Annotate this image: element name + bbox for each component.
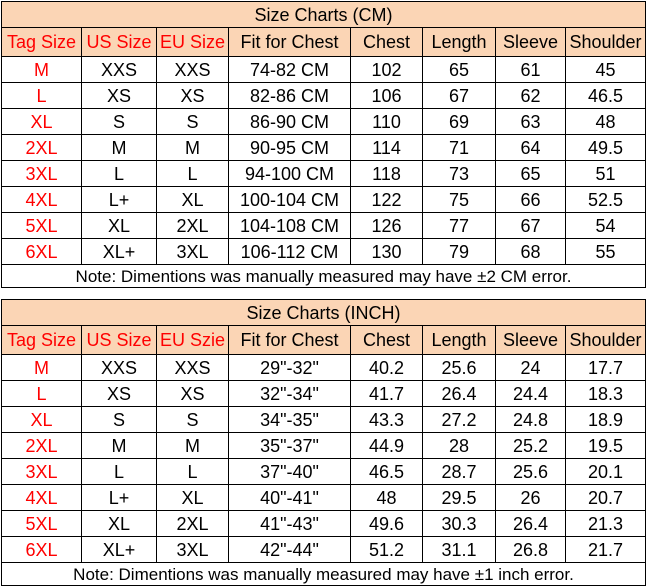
- tag-size-cell: XL: [2, 109, 82, 135]
- fit-for-chest-cell: 42"-44": [229, 537, 351, 563]
- tag-size-cell: 2XL: [2, 135, 82, 161]
- eu-size-cell: 2XL: [157, 511, 229, 537]
- tag-size-cell: 6XL: [2, 537, 82, 563]
- us-size-cell: XS: [82, 83, 157, 109]
- tag-size-cell: 3XL: [2, 459, 82, 485]
- table-row: [2, 187, 646, 213]
- table-row: [2, 511, 646, 537]
- us-size-cell: S: [82, 407, 157, 433]
- shoulder-cell: 21.7: [566, 537, 646, 563]
- table-row: [2, 161, 646, 187]
- us-size-cell: XXS: [82, 57, 157, 83]
- chest-cell: 41.7: [351, 381, 423, 407]
- us-size-cell: S: [82, 109, 157, 135]
- us-size-cell: XL: [82, 213, 157, 239]
- tag-size-cell: L: [2, 381, 82, 407]
- column-header-length: Length: [423, 326, 496, 355]
- shoulder-cell: 55: [566, 239, 646, 265]
- eu-size-cell: M: [157, 433, 229, 459]
- eu-size-cell: L: [157, 459, 229, 485]
- length-cell: 28.7: [423, 459, 496, 485]
- table-row: [2, 239, 646, 265]
- length-cell: 31.1: [423, 537, 496, 563]
- fit-for-chest-cell: 104-108 CM: [229, 213, 351, 239]
- header-row: [2, 28, 646, 57]
- table-body: [2, 57, 646, 265]
- length-cell: 77: [423, 213, 496, 239]
- table-row: [2, 355, 646, 381]
- fit-for-chest-cell: 74-82 CM: [229, 57, 351, 83]
- us-size-cell: XS: [82, 381, 157, 407]
- column-header-eu-size: EU Size: [157, 28, 229, 57]
- fit-for-chest-cell: 35"-37": [229, 433, 351, 459]
- column-header-sleeve: Sleeve: [496, 326, 566, 355]
- us-size-cell: M: [82, 433, 157, 459]
- shoulder-cell: 20.7: [566, 485, 646, 511]
- eu-size-cell: XL: [157, 485, 229, 511]
- shoulder-cell: 51: [566, 161, 646, 187]
- length-cell: 27.2: [423, 407, 496, 433]
- sleeve-cell: 25.2: [496, 433, 566, 459]
- shoulder-cell: 54: [566, 213, 646, 239]
- sleeve-cell: 26.4: [496, 511, 566, 537]
- table-row: [2, 485, 646, 511]
- tag-size-cell: 3XL: [2, 161, 82, 187]
- shoulder-cell: 48: [566, 109, 646, 135]
- us-size-cell: M: [82, 135, 157, 161]
- sleeve-cell: 67: [496, 213, 566, 239]
- length-cell: 75: [423, 187, 496, 213]
- eu-size-cell: XS: [157, 381, 229, 407]
- column-header-tag-size: Tag Size: [2, 326, 82, 355]
- table-body: [2, 355, 646, 563]
- chest-cell: 51.2: [351, 537, 423, 563]
- sleeve-cell: 63: [496, 109, 566, 135]
- table-row: [2, 83, 646, 109]
- table-row: [2, 135, 646, 161]
- chart-title: Size Charts (INCH): [2, 300, 646, 326]
- chart-title: Size Charts (CM): [2, 2, 646, 28]
- fit-for-chest-cell: 34"-35": [229, 407, 351, 433]
- length-cell: 30.3: [423, 511, 496, 537]
- fit-for-chest-cell: 37"-40": [229, 459, 351, 485]
- length-cell: 79: [423, 239, 496, 265]
- eu-size-cell: L: [157, 161, 229, 187]
- chest-cell: 43.3: [351, 407, 423, 433]
- column-header-tag-size: Tag Size: [2, 28, 82, 57]
- table-row: [2, 109, 646, 135]
- eu-size-cell: S: [157, 109, 229, 135]
- length-cell: 28: [423, 433, 496, 459]
- fit-for-chest-cell: 94-100 CM: [229, 161, 351, 187]
- tag-size-cell: XL: [2, 407, 82, 433]
- us-size-cell: L+: [82, 485, 157, 511]
- shoulder-cell: 21.3: [566, 511, 646, 537]
- eu-size-cell: XXS: [157, 355, 229, 381]
- table-row: [2, 407, 646, 433]
- fit-for-chest-cell: 100-104 CM: [229, 187, 351, 213]
- sleeve-cell: 26.8: [496, 537, 566, 563]
- table-row: [2, 433, 646, 459]
- table-row: [2, 381, 646, 407]
- sleeve-cell: 62: [496, 83, 566, 109]
- fit-for-chest-cell: 106-112 CM: [229, 239, 351, 265]
- sleeve-cell: 61: [496, 57, 566, 83]
- chest-cell: 130: [351, 239, 423, 265]
- table-row: [2, 57, 646, 83]
- column-header-fit-for-chest: Fit for Chest: [229, 326, 351, 355]
- chest-cell: 126: [351, 213, 423, 239]
- header-row: [2, 326, 646, 355]
- us-size-cell: XL+: [82, 537, 157, 563]
- fit-for-chest-cell: 82-86 CM: [229, 83, 351, 109]
- tag-size-cell: 4XL: [2, 187, 82, 213]
- table-row: [2, 459, 646, 485]
- sleeve-cell: 68: [496, 239, 566, 265]
- sleeve-cell: 24.4: [496, 381, 566, 407]
- sleeve-cell: 64: [496, 135, 566, 161]
- column-header-eu-size: EU Szie: [157, 326, 229, 355]
- column-header-sleeve: Sleeve: [496, 28, 566, 57]
- tag-size-cell: 5XL: [2, 213, 82, 239]
- fit-for-chest-cell: 29"-32": [229, 355, 351, 381]
- sleeve-cell: 25.6: [496, 459, 566, 485]
- tag-size-cell: L: [2, 83, 82, 109]
- fit-for-chest-cell: 90-95 CM: [229, 135, 351, 161]
- shoulder-cell: 49.5: [566, 135, 646, 161]
- note-text: Note: Dimentions was manually measured may have ±2 CM error.: [2, 265, 646, 288]
- length-cell: 69: [423, 109, 496, 135]
- size-table-inch: [1, 299, 646, 586]
- sleeve-cell: 24: [496, 355, 566, 381]
- fit-for-chest-cell: 41"-43": [229, 511, 351, 537]
- length-cell: 71: [423, 135, 496, 161]
- length-cell: 26.4: [423, 381, 496, 407]
- shoulder-cell: 46.5: [566, 83, 646, 109]
- us-size-cell: XL+: [82, 239, 157, 265]
- column-header-shoulder: Shoulder: [566, 28, 646, 57]
- column-header-length: Length: [423, 28, 496, 57]
- shoulder-cell: 18.9: [566, 407, 646, 433]
- shoulder-cell: 17.7: [566, 355, 646, 381]
- eu-size-cell: 3XL: [157, 537, 229, 563]
- shoulder-cell: 19.5: [566, 433, 646, 459]
- fit-for-chest-cell: 32"-34": [229, 381, 351, 407]
- sleeve-cell: 66: [496, 187, 566, 213]
- eu-size-cell: 3XL: [157, 239, 229, 265]
- length-cell: 67: [423, 83, 496, 109]
- sleeve-cell: 65: [496, 161, 566, 187]
- eu-size-cell: XS: [157, 83, 229, 109]
- tag-size-cell: 4XL: [2, 485, 82, 511]
- note-text: Note: Dimentions was manually measured may have ±1 inch error.: [2, 563, 646, 586]
- shoulder-cell: 45: [566, 57, 646, 83]
- us-size-cell: L+: [82, 187, 157, 213]
- column-header-us-size: US Size: [82, 28, 157, 57]
- table-row: [2, 537, 646, 563]
- chest-cell: 114: [351, 135, 423, 161]
- table-row: [2, 213, 646, 239]
- chest-cell: 44.9: [351, 433, 423, 459]
- column-header-shoulder: Shoulder: [566, 326, 646, 355]
- tag-size-cell: 2XL: [2, 433, 82, 459]
- tag-size-cell: 6XL: [2, 239, 82, 265]
- us-size-cell: L: [82, 459, 157, 485]
- chest-cell: 110: [351, 109, 423, 135]
- us-size-cell: XL: [82, 511, 157, 537]
- chest-cell: 118: [351, 161, 423, 187]
- fit-for-chest-cell: 86-90 CM: [229, 109, 351, 135]
- length-cell: 25.6: [423, 355, 496, 381]
- column-header-chest: Chest: [351, 326, 423, 355]
- chest-cell: 122: [351, 187, 423, 213]
- chest-cell: 49.6: [351, 511, 423, 537]
- eu-size-cell: M: [157, 135, 229, 161]
- chest-cell: 40.2: [351, 355, 423, 381]
- eu-size-cell: S: [157, 407, 229, 433]
- us-size-cell: XXS: [82, 355, 157, 381]
- column-header-fit-for-chest: Fit for Chest: [229, 28, 351, 57]
- us-size-cell: L: [82, 161, 157, 187]
- shoulder-cell: 18.3: [566, 381, 646, 407]
- eu-size-cell: 2XL: [157, 213, 229, 239]
- tag-size-cell: M: [2, 57, 82, 83]
- fit-for-chest-cell: 40"-41": [229, 485, 351, 511]
- column-header-us-size: US Size: [82, 326, 157, 355]
- sleeve-cell: 24.8: [496, 407, 566, 433]
- size-chart-inch: [1, 299, 645, 586]
- chest-cell: 106: [351, 83, 423, 109]
- sleeve-cell: 26: [496, 485, 566, 511]
- column-header-chest: Chest: [351, 28, 423, 57]
- size-table-cm: [1, 1, 646, 288]
- length-cell: 29.5: [423, 485, 496, 511]
- eu-size-cell: XL: [157, 187, 229, 213]
- tag-size-cell: M: [2, 355, 82, 381]
- shoulder-cell: 20.1: [566, 459, 646, 485]
- chest-cell: 48: [351, 485, 423, 511]
- length-cell: 65: [423, 57, 496, 83]
- size-chart-cm: [1, 1, 645, 288]
- length-cell: 73: [423, 161, 496, 187]
- chest-cell: 46.5: [351, 459, 423, 485]
- shoulder-cell: 52.5: [566, 187, 646, 213]
- chest-cell: 102: [351, 57, 423, 83]
- eu-size-cell: XXS: [157, 57, 229, 83]
- tag-size-cell: 5XL: [2, 511, 82, 537]
